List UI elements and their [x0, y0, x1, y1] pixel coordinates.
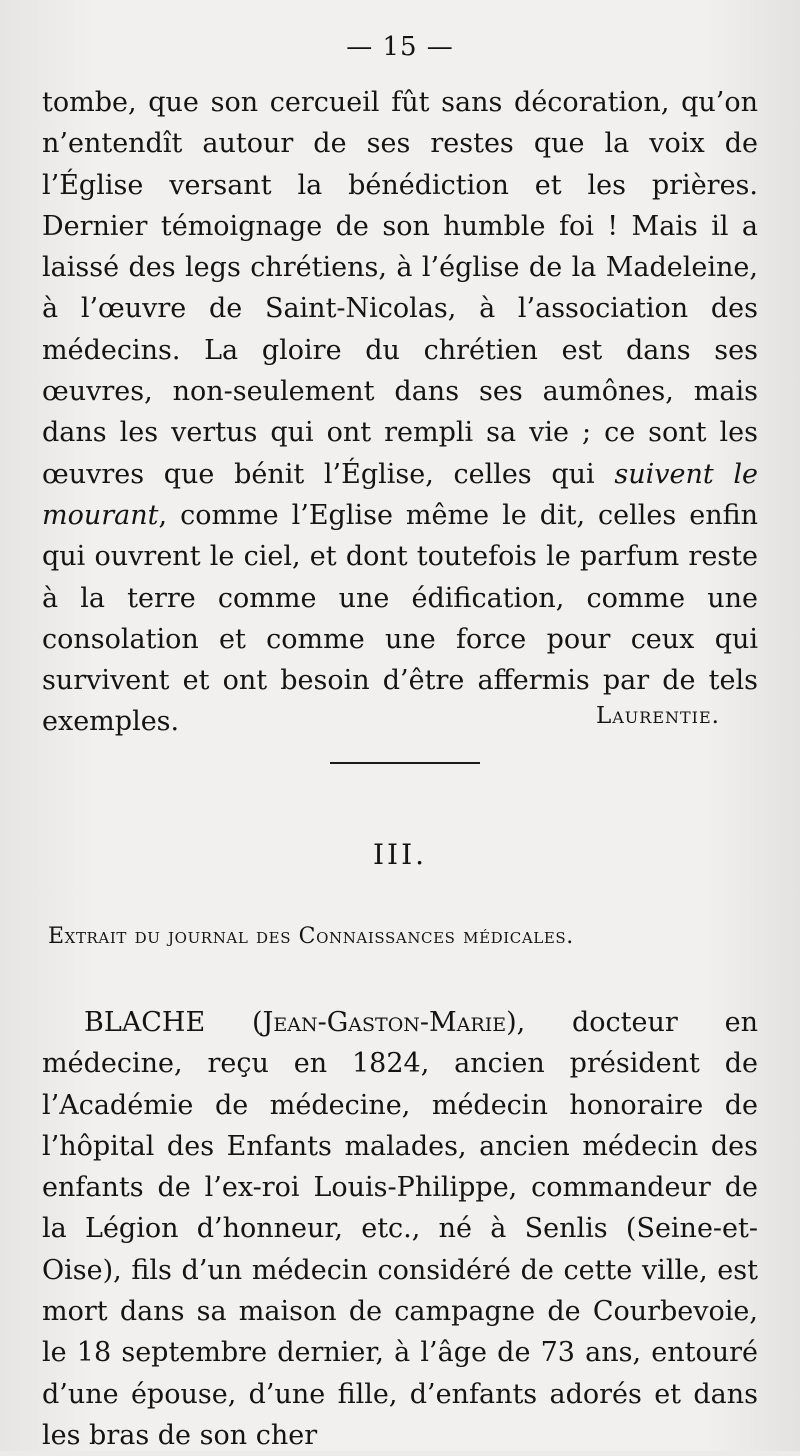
- subject-given-names: (Jean-Gaston-Marie): [252, 1007, 517, 1038]
- section-divider: [330, 762, 480, 764]
- first-paragraph-continuation: , comme l’Eglise même le dit, celles enfin qui ouvrent le ciel, et dont toutefois le parfum reste à la terre comme une édification, comme une consolation et comme une force pour ceux qui survivent et ont besoin d’être affermis par de tels exemples.: [42, 499, 758, 738]
- subject-name: BLACHE: [84, 1007, 206, 1038]
- author-signature: Laurentie.: [595, 703, 720, 729]
- first-paragraph-block: [42, 82, 758, 743]
- first-paragraph-text: tombe, que son cercueil fût sans décoration, qu’on n’entendît autour de ses restes que la voix de l’Église versant la bénédiction et les prières. Dernier témoignage de son humble foi ! Mais il a laissé des legs chrétiens, à l’église de la Madeleine, à l’œuvre de Saint-Nicolas, à l’association des médecins. La gloire du chrétien est dans ses œuvres, non-seulement dans ses aumônes, mais dans les vertus qui ont rempli sa vie ; ce sont les œuvres que bénit l’Église, celles qui: [42, 87, 758, 490]
- italic-phrase: suivent le mourant: [42, 458, 758, 531]
- second-paragraph: [42, 1002, 758, 1456]
- second-paragraph-text: , docteur en médecine, reçu en 1824, ancien président de l’Académie de médecine, médecin honoraire de l’hôpital des Enfants malades, ancien médecin des enfants de l’ex-roi Louis-Philippe, commandeur de la Légion d’honneur, etc., né à Senlis (Seine-et-Oise), fils d’un médecin considéré de cette ville, est mort dans sa maison de campagne de Courbevoie, le 18 septembre dernier, à l’âge de 73 ans, entouré d’une épouse, d’une fille, d’enfants adorés et dans les bras de son cher: [42, 1007, 758, 1451]
- first-paragraph: [42, 82, 758, 743]
- section-number: III.: [372, 838, 428, 871]
- page-number: — 15 —: [346, 32, 454, 62]
- section-heading: Extrait du journal des Connaissances médicales.: [48, 924, 574, 949]
- second-paragraph-block: [42, 1002, 758, 1456]
